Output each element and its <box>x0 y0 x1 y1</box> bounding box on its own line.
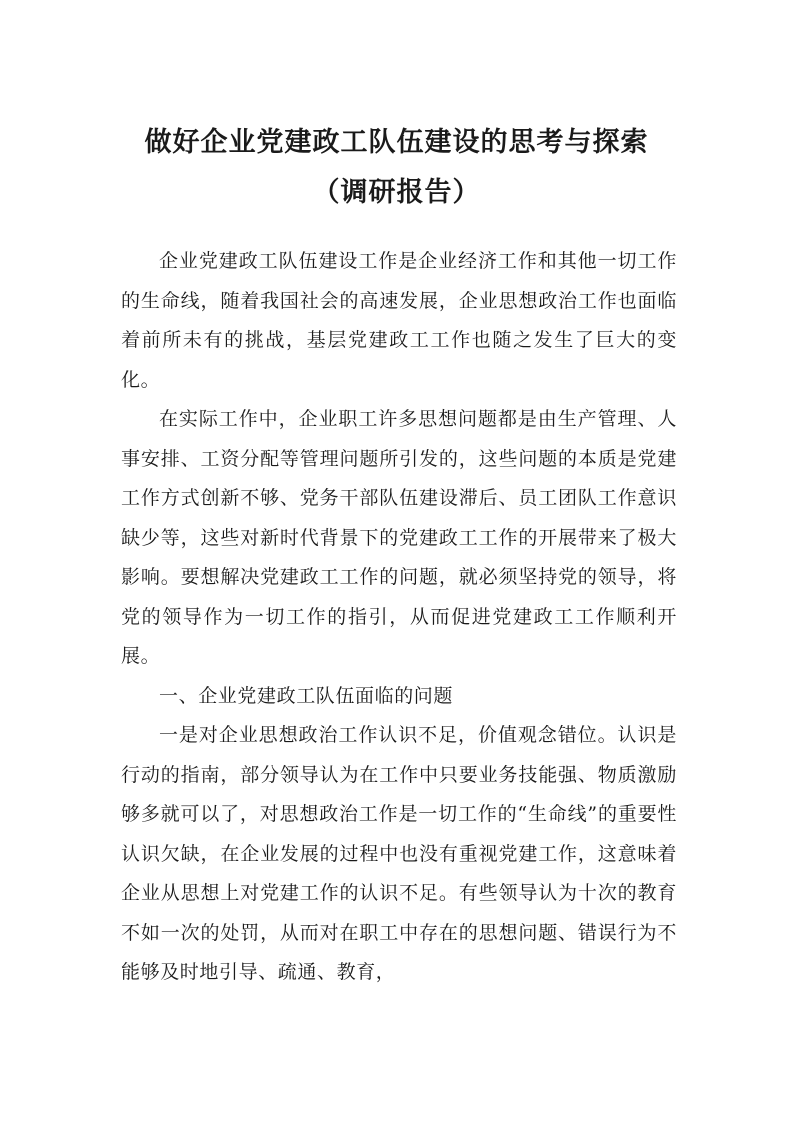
paragraph-practice: 在实际工作中，企业职工许多思想问题都是由生产管理、人事安排、工资分配等管理问题所引发的，这些问题的本质是党建工作方式创新不够、党务干部队伍建设滞后、员工团队工作意识缺少等，这些对新时代背景下的党建政工工作的开展带来了极大影响。要想解决党建政工工作的问题，就必须坚持党的领导，将党的领导作为一切工作的指引，从而促进党建政工工作顺利开展。 <box>121 408 677 667</box>
document-title: 做好企业党建政工队伍建设的思考与探索 <box>144 127 649 158</box>
document-subtitle: （调研报告） <box>312 177 481 208</box>
paragraph-problem-one: 一是对企业思想政治工作认识不足，价值观念错位。认识是行动的指南，部分领导认为在工作中只要业务技能强、物质激励够多就可以了，对思想政治工作是一切工作的“生命线”的重要性认识欠缺，在企业发展的过程中也没有重视党建工作，这意味着企业从思想上对党建工作的认识不足。有些领导认为十次的教育不如一次的处罚，从而对在职工中存在的思想问题、错误行为不能够及时地引导、疏通、教育， <box>121 724 677 983</box>
section-heading: 一、企业党建政工队伍面临的问题 <box>159 684 454 707</box>
paragraph-intro: 企业党建政工队伍建设工作是企业经济工作和其他一切工作的生命线，随着我国社会的高速发展，企业思想政治工作也面临着前所未有的挑战，基层党建政工工作也随之发生了巨大的变化。 <box>121 250 677 391</box>
document-body <box>121 242 677 993</box>
